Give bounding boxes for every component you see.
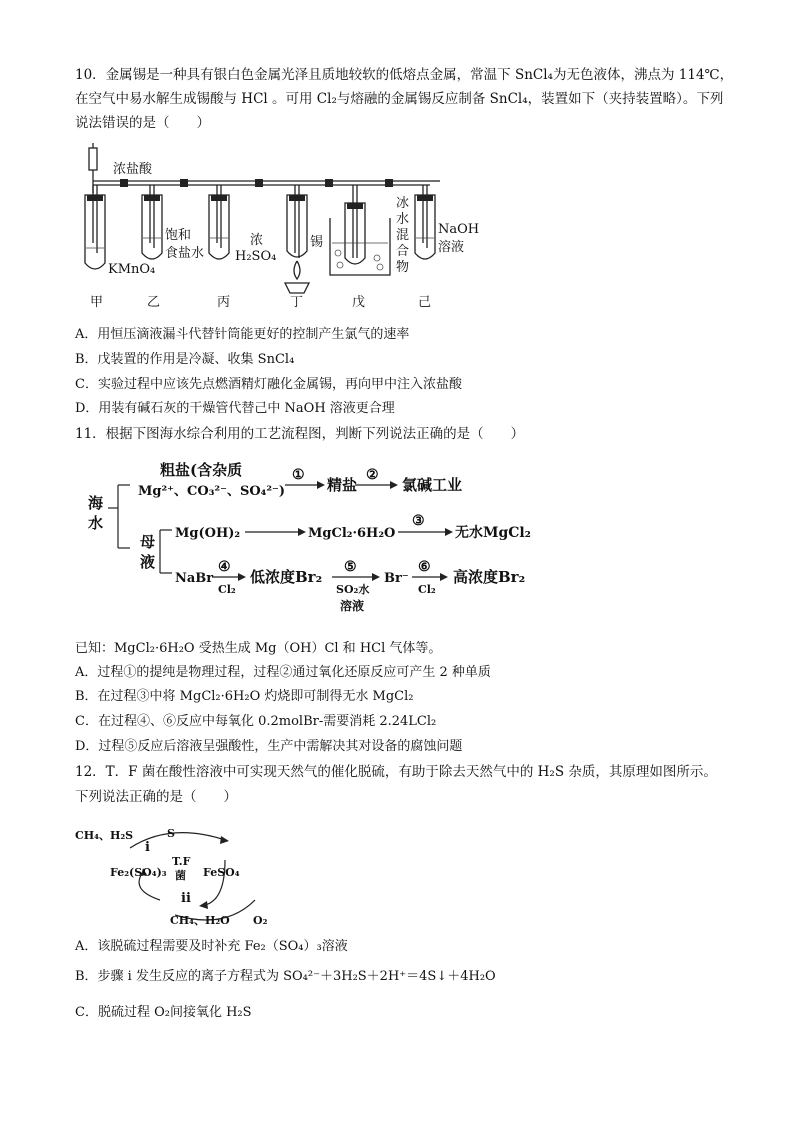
label-mother-2: 液: [140, 553, 156, 571]
station-ji: 己: [418, 295, 432, 310]
label-ice-4: 合: [396, 244, 410, 259]
q10-apparatus-diagram: [80, 143, 500, 313]
q12-stem-line1: 12．T．F 菌在酸性溶液中可实现天然气的催化脱硫，有助于除去天然气中的 H₂S 杂质，其原理如图所示。: [75, 764, 717, 780]
label-naoh-1: NaOH: [438, 222, 480, 237]
label-cl2-a: Cl₂: [218, 583, 236, 596]
step-3: ③: [412, 513, 425, 529]
q12-option-b: B．步骤 i 发生反应的离子方程式为 SO₄²⁻＋3H₂S＋2H⁺＝4S↓＋4H₂O: [75, 969, 496, 984]
label-seawater-2: 水: [88, 514, 104, 532]
label-fe2so43: Fe₂(SO₄)₃: [110, 866, 167, 879]
station-bing: 丙: [217, 295, 231, 310]
station-yi: 乙: [147, 295, 161, 310]
label-step-ii: ii: [181, 891, 191, 906]
q11-option-c: C．在过程④、⑥反应中每氧化 0.2molBr-需要消耗 2.24LCl₂: [75, 714, 437, 729]
label-bacteria-2: 菌: [175, 869, 186, 882]
label-refined-salt: 精盐: [327, 476, 358, 494]
label-low-br2: 低浓度Br₂: [250, 568, 323, 586]
q10-stem-line2: 在空气中易水解生成锡酸与 HCl 。可用 Cl₂与熔融的金属锡反应制备 SnCl₄，装置如下（夹持装置略）。下列: [75, 91, 724, 107]
label-br-ion: Br⁻: [384, 571, 409, 586]
step-1: ①: [292, 467, 305, 483]
label-hcl: 浓盐酸: [113, 162, 153, 177]
label-h2so4-1: 浓: [250, 233, 264, 248]
q11-option-a: A．过程①的提纯是物理过程，过程②通过氧化还原反应可产生 2 种单质: [75, 665, 491, 680]
label-saltwater-1: 饱和: [165, 228, 192, 243]
label-seawater-1: 海: [88, 494, 104, 512]
label-high-br2: 高浓度Br₂: [453, 568, 526, 586]
label-ice-1: 冰: [396, 196, 410, 211]
label-h2so4-2: H₂SO₄: [235, 249, 277, 264]
label-mgcl2-hydrate: MgCl₂·6H₂O: [308, 526, 396, 541]
label-ice-2: 水: [396, 212, 410, 227]
label-oxygen: O₂: [253, 914, 268, 927]
q12-option-c: C．脱硫过程 O₂间接氧化 H₂S: [75, 1005, 252, 1020]
q11-flow-diagram: [80, 455, 540, 625]
step-5: ⑤: [344, 559, 357, 575]
q12-cycle-diagram: [75, 820, 295, 930]
label-tin: 锡: [310, 235, 324, 250]
label-chlor-alkali: 氯碱工业: [402, 476, 463, 494]
q12-stem-line2: 下列说法正确的是（ ）: [75, 789, 237, 805]
label-crude-salt-2: Mg²⁺、CO₃²⁻、SO₄²⁻): [138, 484, 286, 499]
q11-stem: 11．根据下图海水综合利用的工艺流程图，判断下列说法正确的是（ ）: [75, 426, 525, 442]
label-cl2-b: Cl₂: [418, 583, 436, 596]
label-anhydrous-mgcl2: 无水MgCl₂: [455, 525, 531, 541]
label-kmno4: KMnO₄: [108, 262, 156, 277]
step-4: ④: [218, 559, 231, 575]
label-so2-water-2: 溶液: [340, 599, 365, 613]
q10-option-a: A．用恒压滴液漏斗代替针筒能更好的控制产生氯气的速率: [75, 327, 410, 342]
label-products: CH₄、H₂O: [170, 914, 230, 927]
label-mother-1: 母: [140, 533, 156, 551]
label-feso4: FeSO₄: [203, 866, 240, 879]
station-jia: 甲: [90, 295, 104, 310]
q10-option-d: D．用装有碱石灰的干燥管代替己中 NaOH 溶液更合理: [75, 401, 395, 416]
q11-known: 已知：MgCl₂·6H₂O 受热生成 Mg（OH）Cl 和 HCl 气体等。: [75, 641, 442, 656]
label-naoh-2: 溶液: [438, 240, 465, 255]
label-saltwater-2: 食盐水: [165, 246, 205, 261]
q12-option-a: A．该脱硫过程需要及时补充 Fe₂（SO₄）₃溶液: [75, 939, 348, 954]
label-ice-3: 混: [396, 228, 410, 243]
label-ice-5: 物: [396, 260, 410, 275]
q11-option-b: B．在过程③中将 MgCl₂·6H₂O 灼烧即可制得无水 MgCl₂: [75, 689, 414, 704]
q10-stem-line3: 说法错误的是（ ）: [75, 115, 210, 131]
label-crude-salt-1: 粗盐(含杂质: [160, 461, 243, 479]
station-ding: 丁: [290, 295, 304, 310]
step-6: ⑥: [418, 559, 431, 575]
q10-option-c: C．实验过程中应该先点燃酒精灯融化金属锡，再向甲中注入浓盐酸: [75, 377, 462, 392]
label-bacteria-1: T.F: [172, 855, 191, 868]
label-so2-water-1: SO₂水: [336, 583, 370, 596]
label-sulfur: S: [167, 827, 175, 840]
q10-stem-line1: 10．金属锡是一种具有银白色金属光泽且质地较软的低熔点金属，常温下 SnCl₄为无色液体，沸点为 114℃，: [75, 67, 734, 83]
station-wu: 戊: [352, 295, 366, 310]
step-2: ②: [366, 467, 379, 483]
label-step-i: i: [145, 840, 150, 855]
label-mgoh2: Mg(OH)₂: [175, 526, 241, 541]
q10-option-b: B．戊装置的作用是冷凝、收集 SnCl₄: [75, 352, 295, 367]
label-nabr: NaBr: [175, 571, 214, 586]
q11-option-d: D．过程⑤反应后溶液呈强酸性，生产中需解决其对设备的腐蚀问题: [75, 739, 463, 754]
label-reactants: CH₄、H₂S: [75, 829, 134, 842]
